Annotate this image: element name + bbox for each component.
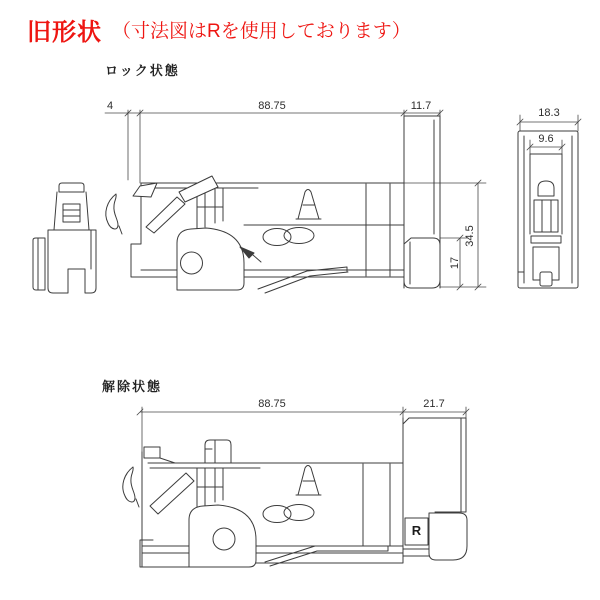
lock-connector-body bbox=[106, 116, 440, 293]
lock-latch-wedge bbox=[133, 183, 157, 197]
terminal-front-view bbox=[33, 183, 96, 293]
release-latch-lever bbox=[150, 473, 194, 514]
side-bottom-tab bbox=[540, 272, 552, 286]
r-marking: R bbox=[411, 523, 422, 538]
release-front-lobe bbox=[189, 505, 256, 567]
release-rear-block bbox=[429, 513, 467, 560]
page-title-annotation: （寸法図はRを使用しております） bbox=[112, 21, 411, 42]
lock-body-outline bbox=[119, 116, 440, 293]
release-wire-clip bbox=[298, 466, 319, 496]
lock-latch-frame bbox=[179, 176, 218, 202]
dim-lock-body-length: 88.75 bbox=[258, 100, 286, 112]
release-state-drawing bbox=[123, 407, 469, 567]
release-oval-slot-2 bbox=[284, 505, 314, 521]
dim-release-body-length: 88.75 bbox=[258, 398, 286, 410]
release-connector-body bbox=[123, 418, 467, 567]
side-inner-lines bbox=[518, 136, 572, 283]
lock-state-label: ロック状態 bbox=[105, 63, 180, 78]
page-title: 旧形状 bbox=[27, 19, 102, 46]
side-outer-outline bbox=[518, 131, 578, 288]
lock-wire-clip bbox=[298, 190, 319, 220]
release-dimension-lines bbox=[137, 407, 469, 452]
dim-lock-rear-width: 11.7 bbox=[410, 100, 432, 112]
terminal-side-piece bbox=[33, 238, 45, 290]
lock-oval-slot-2 bbox=[284, 228, 314, 244]
dim-lock-overall-height: 34.5 bbox=[464, 225, 476, 247]
release-state-label: 解除状態 bbox=[102, 379, 163, 394]
dim-side-cavity-width: 9.6 bbox=[538, 133, 554, 145]
release-flex-hook bbox=[123, 467, 135, 502]
lock-rear-block bbox=[404, 238, 440, 288]
dim-release-rear-width: 21.7 bbox=[423, 398, 445, 410]
dim-side-outer-width: 18.3 bbox=[538, 107, 560, 119]
lock-state-drawing bbox=[33, 110, 581, 293]
lock-flex-hook bbox=[106, 194, 118, 229]
lock-front-lobe bbox=[177, 228, 244, 290]
dim-lock-front-offset: 4 bbox=[106, 100, 114, 112]
terminal-lower-body bbox=[48, 230, 96, 293]
dim-lock-rear-block-height: 17 bbox=[449, 256, 461, 270]
lock-latch-lever bbox=[146, 197, 185, 233]
